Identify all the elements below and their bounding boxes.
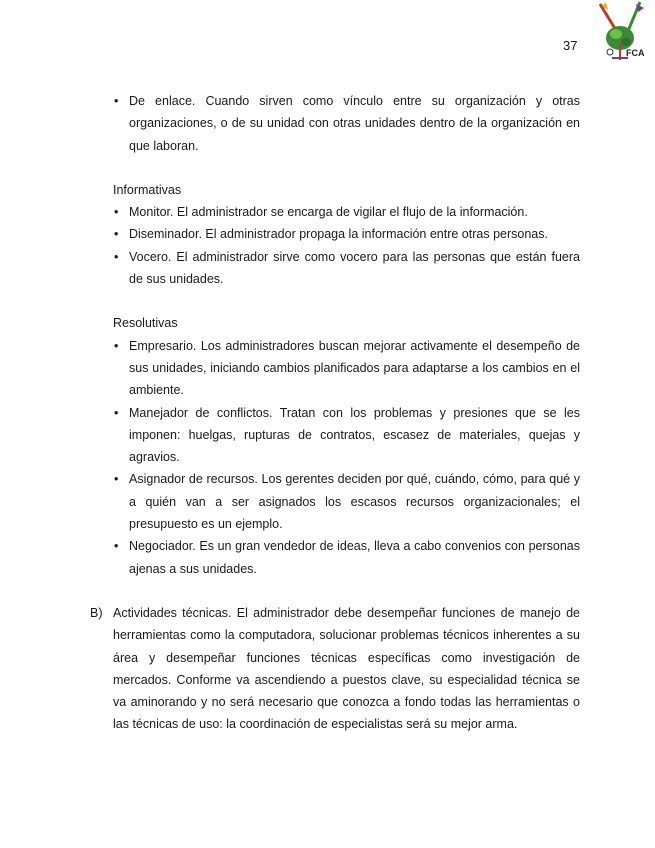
top-bullet-list xyxy=(90,90,580,157)
informativas-list xyxy=(90,201,580,290)
logo-text: FCA xyxy=(626,48,645,58)
list-item: • Negociador. Es un gran vendedor de ideas, lleva a cabo convenios con personas ajenas a sus unidades. xyxy=(90,535,580,580)
section-b-text: Actividades técnicas. El administrador debe desempeñar funciones de manejo de herramientas como la computadora, solucionar problemas técnicos inherentes a su área y desempeñar funciones técnicas específicas como investigación de mercados. Conforme va ascendiendo a puestos clave, su especialidad técnica se va aminorando y no será necesario que conozca a fondo todas las herramientas o las técnicas de uso: la coordinación de especialistas será su mejor arma. xyxy=(113,605,580,732)
page-content xyxy=(90,90,580,736)
list-item: • Vocero. El administrador sirve como vocero para las personas que están fuera de sus unidades. xyxy=(90,246,580,291)
resolutivas-list xyxy=(90,335,580,580)
list-item: • Manejador de conflictos. Tratan con los problemas y presiones que se les imponen: huelgas, rupturas de contratos, escasez de materiales, quejas y agravios. xyxy=(90,402,580,469)
list-item: • Empresario. Los administradores buscan mejorar activamente el desempeño de sus unidades, iniciando cambios planificados para adaptarse a los cambios en el ambiente. xyxy=(90,335,580,402)
section-b-letter: B) xyxy=(90,605,103,620)
informativas-heading: Informativas xyxy=(113,182,182,197)
list-item: • De enlace. Cuando sirven como vínculo entre su organización y otras organizaciones, o de su unidad con otras unidades dentro de la organización en que laboran. xyxy=(90,90,580,157)
resolutivas-heading: Resolutivas xyxy=(113,316,178,331)
section-b xyxy=(90,602,580,736)
fca-logo xyxy=(592,0,652,66)
list-item: • Diseminador. El administrador propaga la información entre otras personas. xyxy=(90,223,580,245)
list-item: • Monitor. El administrador se encarga de vigilar el flujo de la información. xyxy=(90,201,580,223)
page-number: 37 xyxy=(563,38,578,53)
list-item: • Asignador de recursos. Los gerentes deciden por qué, cuándo, cómo, para qué y a quién van a ser asignados los escasos recursos organizacionales; el presupuesto es un ejemplo. xyxy=(90,468,580,535)
